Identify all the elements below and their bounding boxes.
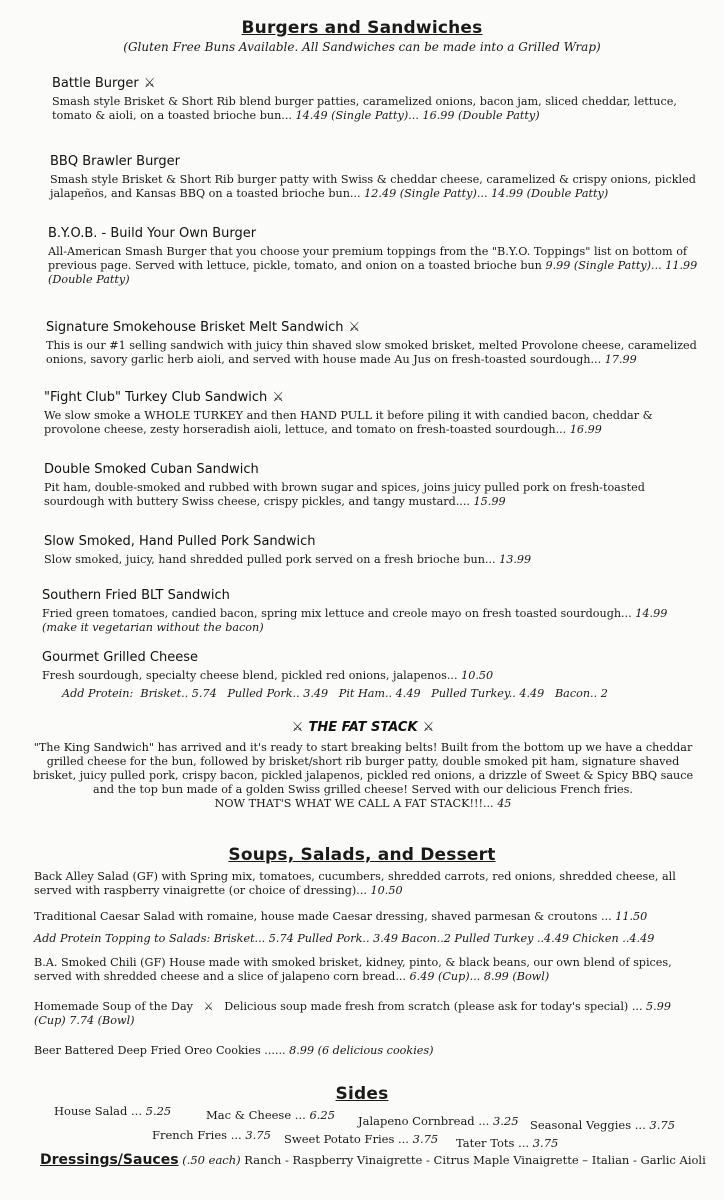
menu-item-bbq-brawler bbox=[50, 150, 704, 201]
item-description: Smash style Brisket & Short Rib burger patty with Swiss & cheddar cheese, caramelized & crispy onions, pickled jalapeños, and Kansas BBQ on a toasted brioche bun... bbox=[50, 173, 696, 200]
item-description: Slow smoked, juicy, hand shredded pulled pork served on a fresh brioche bun... bbox=[44, 553, 496, 566]
side-name: Tater Tots ... bbox=[456, 1136, 530, 1150]
item-price: 13.99 bbox=[499, 553, 532, 566]
item-price: 14.99 bbox=[635, 607, 668, 620]
crossed-axes-icon: ⚔ bbox=[422, 720, 435, 735]
side-price: 3.75 bbox=[245, 1128, 271, 1142]
side-name: Jalapeno Cornbread ... bbox=[358, 1114, 490, 1128]
side-mac-cheese bbox=[206, 1108, 335, 1122]
side-price: 5.25 bbox=[145, 1104, 172, 1118]
item-price: 14.49 (Single Patty)... 16.99 (Double Patty) bbox=[295, 109, 540, 122]
menu-item-cuban bbox=[44, 458, 704, 509]
soups-header bbox=[0, 845, 724, 865]
item-description: All-American Smash Burger that you choose your premium toppings from the "B.Y.O. Toppings" list on bottom of previous page. Served with lettuce, pickle, tomato, and onion on a toasted brioche bun bbox=[48, 245, 688, 272]
menu-item-fight-club bbox=[44, 386, 704, 437]
item-price: 15.99 bbox=[473, 495, 506, 508]
item-price: 10.50 bbox=[370, 884, 403, 897]
item-description: Traditional Caesar Salad with romaine, house made Caesar dressing, shaved parmesan & croutons ... bbox=[34, 910, 612, 923]
fat-stack-title: THE FAT STACK bbox=[308, 720, 418, 735]
item-description: Smash style Brisket & Short Rib blend burger patties, caramelized onions, bacon jam, sliced cheddar, lettuce, tomato & aioli, on a toasted brioche bun... bbox=[52, 95, 677, 122]
item-price: 8.99 (6 delicious cookies) bbox=[289, 1044, 434, 1057]
item-description: Fried green tomatoes, candied bacon, spring mix lettuce and creole mayo on fresh toasted sourdough... bbox=[42, 607, 632, 620]
soup-item-chili bbox=[34, 952, 704, 984]
item-price: 16.99 bbox=[569, 423, 602, 436]
menu-item-pulled-pork bbox=[44, 530, 704, 567]
side-name: Seasonal Veggies ... bbox=[530, 1118, 646, 1132]
burgers-header bbox=[0, 18, 724, 54]
soup-item-oreo bbox=[34, 1040, 704, 1058]
menu-item-byob bbox=[48, 222, 704, 287]
item-price: 12.49 (Single Patty)... 14.99 (Double Patty) bbox=[364, 187, 609, 200]
item-name: Slow Smoked, Hand Pulled Pork Sandwich bbox=[44, 534, 316, 549]
fat-stack-description: "The King Sandwich" has arrived and it's ready to start breaking belts! Built from the bottom up we have a cheddar grilled cheese for the bun, followed by brisket/short rib burger patty, double smoked pit ham, signature shaved brisket, juicy pulled pork, crispy bacon, pickled jalapenos, pickled red onions, a drizzle of Sweet & Spicy BBQ sauce and the top bun made of a golden Swiss grilled cheese! Served with our delicious French fries. bbox=[32, 741, 694, 796]
item-name: "Fight Club" Turkey Club Sandwich bbox=[44, 390, 268, 405]
item-description: Pit ham, double-smoked and rubbed with brown sugar and spices, joins juicy pulled pork on fresh-toasted sourdough with buttery Swiss cheese, crispy pickles, and tangy mustard.... bbox=[44, 481, 645, 508]
side-price: 3.75 bbox=[532, 1136, 559, 1150]
side-name: House Salad ... bbox=[54, 1104, 142, 1118]
item-name: B.Y.O.B. - Build Your Own Burger bbox=[48, 226, 257, 241]
menu-item-battle-burger bbox=[52, 72, 704, 123]
dressings-list: Ranch - Raspberry Vinaigrette - Citrus Maple Vinaigrette – Italian - Garlic Aioli bbox=[244, 1153, 706, 1167]
crossed-axes-icon: ⚔ bbox=[272, 390, 284, 405]
side-jalapeno-cornbread bbox=[358, 1114, 519, 1128]
fat-stack-price: 45 bbox=[497, 797, 512, 810]
item-description: This is our #1 selling sandwich with juicy thin shaved slow smoked brisket, melted Provolone cheese, caramelized onions, savory garlic herb aioli, and served with house made Au Jus on fresh-toasted sourdough... bbox=[46, 339, 697, 366]
soup-item-back-alley bbox=[34, 866, 704, 898]
side-price: 6.25 bbox=[309, 1108, 336, 1122]
item-note: Add Protein Topping to Salads: Brisket... 5.74 Pulled Pork.. 3.49 Bacon..2 Pulled Turkey ..4.49 Chicken ..4.49 bbox=[34, 932, 655, 945]
fat-stack-section bbox=[30, 716, 696, 811]
side-name: Sweet Potato Fries ... bbox=[284, 1132, 409, 1146]
side-tater-tots bbox=[456, 1136, 558, 1150]
dressings-label: Dressings/Sauces bbox=[40, 1152, 179, 1168]
item-price: ... 5.99 (Cup) 7.74 (Bowl) bbox=[34, 1000, 671, 1027]
side-french-fries bbox=[152, 1128, 271, 1142]
side-name: Mac & Cheese ... bbox=[206, 1108, 306, 1122]
side-price: 3.75 bbox=[412, 1132, 439, 1146]
item-description: We slow smoke a WHOLE TURKEY and then HAND PULL it before piling it with candied bacon, cheddar & provolone cheese, zesty horseradish aioli, lettuce, and tomato on fresh-toasted sourdough... bbox=[44, 409, 653, 436]
item-price: 9.99 (Single Patty)... 11.99 (Double Patty) bbox=[48, 259, 698, 286]
item-name: Signature Smokehouse Brisket Melt Sandwich bbox=[46, 320, 344, 335]
burgers-subtitle: (Gluten Free Buns Available. All Sandwiches can be made into a Grilled Wrap) bbox=[123, 40, 601, 54]
side-price: 3.25 bbox=[492, 1114, 519, 1128]
item-description: Homemade Soup of the Day ⚔ Delicious soup made fresh from scratch (please ask for today's special) bbox=[34, 1000, 629, 1013]
item-name: Battle Burger bbox=[52, 76, 139, 91]
side-seasonal-veggies bbox=[530, 1118, 675, 1132]
crossed-axes-icon: ⚔ bbox=[348, 320, 361, 335]
fat-stack-tagline: NOW THAT'S WHAT WE CALL A FAT STACK!!!... bbox=[214, 797, 494, 810]
dressings-line bbox=[40, 1152, 706, 1168]
item-price: 17.99 bbox=[604, 353, 637, 366]
menu-item-brisket-melt bbox=[46, 316, 704, 367]
item-price: 11.50 bbox=[615, 910, 648, 923]
crossed-axes-icon: ⚔ bbox=[143, 76, 156, 91]
salad-protein-note bbox=[34, 928, 710, 946]
side-house-salad bbox=[54, 1104, 171, 1118]
soup-item-soup-of-day bbox=[34, 996, 704, 1028]
item-name: Southern Fried BLT Sandwich bbox=[42, 588, 230, 603]
item-name: BBQ Brawler Burger bbox=[50, 154, 181, 169]
item-price: 6.49 (Cup)... 8.99 (Bowl) bbox=[409, 970, 550, 983]
menu-item-grilled-cheese bbox=[42, 646, 704, 701]
side-price: 3.75 bbox=[649, 1118, 676, 1132]
side-name: French Fries ... bbox=[152, 1128, 242, 1142]
menu-item-blt bbox=[42, 584, 704, 635]
item-price: 10.50 bbox=[461, 669, 494, 682]
side-sweet-potato-fries bbox=[284, 1132, 438, 1146]
sides-header bbox=[0, 1084, 724, 1104]
section-title-burgers: Burgers and Sandwiches bbox=[241, 18, 483, 38]
item-description: Beer Battered Deep Fried Oreo Cookies ...... bbox=[34, 1044, 286, 1057]
item-description: Back Alley Salad (GF) with Spring mix, tomatoes, cucumbers, shredded carrots, red onions, shredded cheese, all served with raspberry vinaigrette (or choice of dressing)... bbox=[34, 870, 676, 897]
section-title-sides: Sides bbox=[335, 1084, 389, 1104]
item-note: (make it vegetarian without the bacon) bbox=[42, 621, 264, 634]
item-name: Gourmet Grilled Cheese bbox=[42, 650, 198, 665]
item-name: Double Smoked Cuban Sandwich bbox=[44, 462, 259, 477]
item-description: B.A. Smoked Chili (GF) House made with smoked brisket, kidney, pinto, & black beans, our own blend of spices, served with shredded cheese and a slice of jalapeno corn bread... bbox=[34, 956, 672, 983]
soup-item-caesar bbox=[34, 906, 704, 924]
dressings-price: (.50 each) bbox=[182, 1153, 241, 1167]
section-title-soups: Soups, Salads, and Dessert bbox=[228, 845, 496, 865]
add-protein-note: Add Protein: Brisket.. 5.74 Pulled Pork.. 3.49 Pit Ham.. 4.49 Pulled Turkey.. 4.49 Bacon.. 2 bbox=[62, 687, 608, 700]
item-description: Fresh sourdough, specialty cheese blend, pickled red onions, jalapenos... bbox=[42, 669, 458, 682]
crossed-axes-icon: ⚔ bbox=[291, 720, 304, 735]
